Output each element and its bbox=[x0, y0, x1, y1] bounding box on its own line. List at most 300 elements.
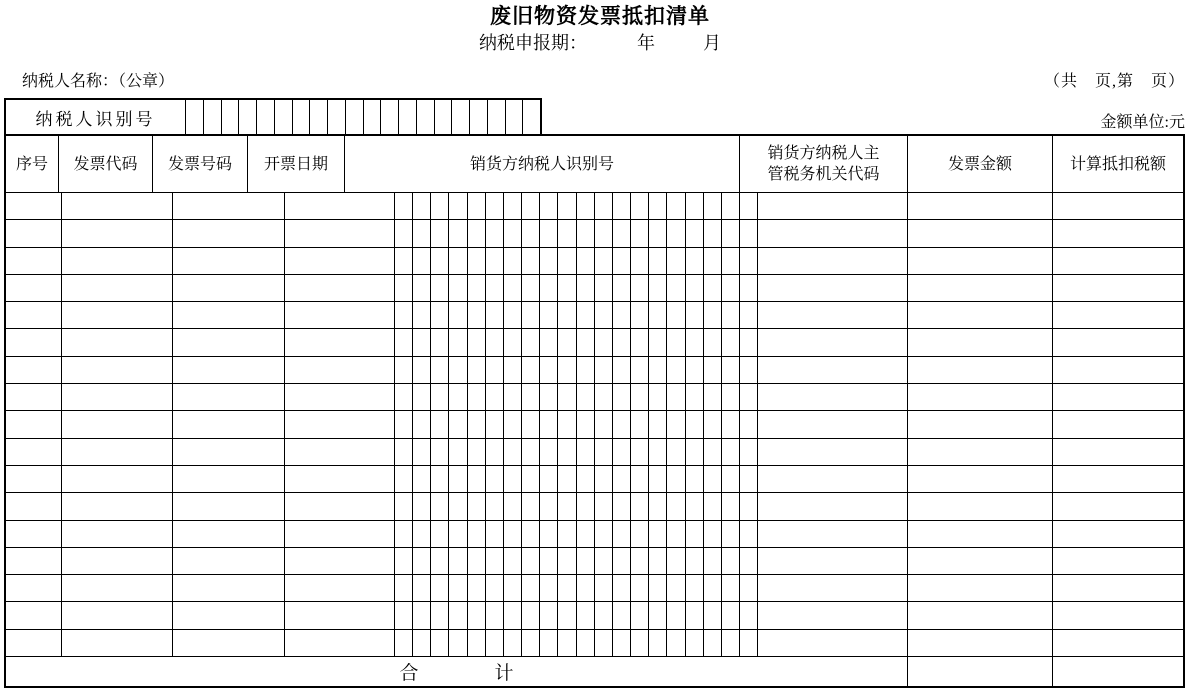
seller-id-digit-box bbox=[504, 411, 522, 437]
seller-id-digit-box bbox=[686, 575, 704, 601]
seller-id-digit-box bbox=[686, 630, 704, 656]
seller-id-digit-box bbox=[577, 357, 595, 383]
seller-id-digit-box bbox=[504, 439, 522, 465]
seller-id-digit-box bbox=[649, 630, 667, 656]
serial-cell bbox=[6, 193, 62, 219]
invoice-amount-cell bbox=[908, 575, 1053, 601]
seller-id-digit-box bbox=[577, 248, 595, 274]
seller-id-digit-box bbox=[577, 548, 595, 574]
invoice-code-cell bbox=[62, 575, 173, 601]
deduction-amount-cell bbox=[1053, 548, 1183, 574]
seller-id-digit-box bbox=[613, 275, 631, 301]
invoice-code-cell bbox=[62, 384, 173, 410]
seller-id-digit-box bbox=[540, 411, 558, 437]
seller-id-digit-box bbox=[740, 411, 757, 437]
invoice-number-cell bbox=[173, 630, 285, 656]
seller-id-digit-box bbox=[395, 493, 413, 519]
seller-id-digit-box bbox=[613, 548, 631, 574]
seller-id-digit-box bbox=[558, 220, 576, 246]
seller-id-digit-box bbox=[595, 220, 613, 246]
seller-id-digit-box bbox=[649, 411, 667, 437]
seller-id-digit-box bbox=[649, 275, 667, 301]
seller-id-digit-box bbox=[540, 548, 558, 574]
invoice-number-cell bbox=[173, 384, 285, 410]
seller-id-digit-box bbox=[740, 384, 757, 410]
seller-taxpayer-id-cell bbox=[395, 275, 758, 301]
seller-id-digit-box bbox=[486, 302, 504, 328]
seller-id-digit-box bbox=[704, 548, 722, 574]
seller-id-digit-box bbox=[558, 439, 576, 465]
seller-id-digit-box bbox=[667, 357, 685, 383]
invoice-number-cell bbox=[173, 521, 285, 547]
seller-id-digit-box bbox=[722, 302, 740, 328]
invoice-code-cell bbox=[62, 275, 173, 301]
seller-taxpayer-id-cell bbox=[395, 302, 758, 328]
seller-taxpayer-id-cell bbox=[395, 493, 758, 519]
taxpayer-id-digit-box bbox=[487, 100, 505, 134]
seller-id-digit-box bbox=[740, 357, 757, 383]
table-row bbox=[6, 193, 1183, 220]
seller-id-digit-box bbox=[577, 193, 595, 219]
seller-id-digit-box bbox=[704, 384, 722, 410]
seller-id-digit-box bbox=[595, 193, 613, 219]
seller-id-digit-box bbox=[540, 302, 558, 328]
seller-taxpayer-id-cell bbox=[395, 630, 758, 656]
seller-id-digit-box bbox=[631, 439, 649, 465]
seller-id-digit-box bbox=[704, 220, 722, 246]
seller-id-digit-box bbox=[686, 439, 704, 465]
seller-id-digit-box bbox=[613, 521, 631, 547]
deduction-amount-cell bbox=[1053, 275, 1183, 301]
seller-id-digit-box bbox=[740, 439, 757, 465]
taxpayer-id-digit-box bbox=[292, 100, 310, 134]
deduction-amount-cell bbox=[1053, 384, 1183, 410]
seller-id-digit-box bbox=[740, 630, 757, 656]
seller-id-digit-box bbox=[395, 329, 413, 355]
seller-id-digit-box bbox=[540, 493, 558, 519]
seller-id-digit-box bbox=[722, 630, 740, 656]
header-invoice-number: 发票号码 bbox=[153, 136, 248, 192]
seller-id-digit-box bbox=[649, 548, 667, 574]
deduction-amount-cell bbox=[1053, 220, 1183, 246]
tax-office-code-cell bbox=[758, 220, 908, 246]
seller-id-digit-box bbox=[413, 575, 431, 601]
seller-id-digit-box bbox=[667, 302, 685, 328]
seller-id-digit-box bbox=[468, 329, 486, 355]
seller-id-digit-box bbox=[740, 193, 757, 219]
seller-id-digit-box bbox=[631, 602, 649, 628]
seller-id-digit-box bbox=[504, 521, 522, 547]
tax-office-code-cell bbox=[758, 439, 908, 465]
tax-office-code-cell bbox=[758, 193, 908, 219]
seller-id-digit-box bbox=[558, 602, 576, 628]
seller-id-digit-box bbox=[649, 220, 667, 246]
seller-id-digit-box bbox=[613, 357, 631, 383]
seller-id-digit-box bbox=[595, 630, 613, 656]
seller-id-digit-box bbox=[540, 329, 558, 355]
table-row bbox=[6, 466, 1183, 493]
seller-id-digit-box bbox=[413, 193, 431, 219]
seller-id-digit-box bbox=[395, 384, 413, 410]
seller-id-digit-box bbox=[431, 493, 449, 519]
seller-id-digit-box bbox=[504, 275, 522, 301]
taxpayer-id-digit-box bbox=[238, 100, 256, 134]
seller-id-digit-box bbox=[449, 302, 467, 328]
serial-cell bbox=[6, 630, 62, 656]
seller-taxpayer-id-cell bbox=[395, 439, 758, 465]
seller-id-digit-box bbox=[468, 220, 486, 246]
seller-id-digit-box bbox=[722, 357, 740, 383]
seller-id-digit-box bbox=[504, 548, 522, 574]
seller-id-digit-box bbox=[468, 548, 486, 574]
seller-id-digit-box bbox=[577, 439, 595, 465]
seller-id-digit-box bbox=[540, 602, 558, 628]
seller-id-digit-box bbox=[631, 493, 649, 519]
seller-id-digit-box bbox=[468, 411, 486, 437]
seller-id-digit-box bbox=[395, 193, 413, 219]
tax-office-code-cell bbox=[758, 384, 908, 410]
seller-id-digit-box bbox=[649, 248, 667, 274]
header-deduction-amount: 计算抵扣税额 bbox=[1069, 155, 1166, 173]
seller-id-digit-box bbox=[667, 630, 685, 656]
seller-id-digit-box bbox=[395, 439, 413, 465]
header-invoice-date: 开票日期 bbox=[248, 136, 345, 192]
seller-id-digit-box bbox=[686, 521, 704, 547]
seller-id-digit-box bbox=[504, 384, 522, 410]
seller-id-digit-box bbox=[486, 575, 504, 601]
seller-id-digit-box bbox=[395, 521, 413, 547]
invoice-date-cell bbox=[285, 384, 395, 410]
invoice-amount-cell bbox=[908, 630, 1053, 656]
invoice-number-cell bbox=[173, 439, 285, 465]
tax-office-code-cell bbox=[758, 357, 908, 383]
seller-taxpayer-id-cell bbox=[395, 602, 758, 628]
seller-id-digit-box bbox=[413, 521, 431, 547]
seller-id-digit-box bbox=[413, 329, 431, 355]
seller-id-digit-box bbox=[631, 275, 649, 301]
seller-id-digit-box bbox=[522, 439, 540, 465]
filing-period-line bbox=[0, 30, 1200, 56]
seller-id-digit-box bbox=[395, 602, 413, 628]
tax-office-code-cell bbox=[758, 548, 908, 574]
table-header-row bbox=[6, 136, 1183, 193]
seller-id-digit-box bbox=[686, 357, 704, 383]
seller-id-digit-box bbox=[522, 602, 540, 628]
seller-id-digit-box bbox=[431, 521, 449, 547]
seller-id-digit-box bbox=[686, 220, 704, 246]
taxpayer-id-digit-box bbox=[398, 100, 416, 134]
invoice-number-cell bbox=[173, 248, 285, 274]
seller-id-digit-box bbox=[577, 329, 595, 355]
seller-id-digit-box bbox=[540, 193, 558, 219]
tax-office-code-cell bbox=[758, 575, 908, 601]
serial-cell bbox=[6, 575, 62, 601]
header-seller-taxpayer-id: 销货方纳税人识别号 bbox=[345, 136, 740, 192]
seller-id-digit-box bbox=[613, 220, 631, 246]
taxpayer-id-digit-box bbox=[522, 100, 540, 134]
seller-id-digit-box bbox=[667, 193, 685, 219]
seller-id-digit-box bbox=[468, 493, 486, 519]
invoice-date-cell bbox=[285, 602, 395, 628]
seller-id-digit-box bbox=[431, 357, 449, 383]
seller-id-digit-box bbox=[722, 521, 740, 547]
table-row bbox=[6, 575, 1183, 602]
seller-id-digit-box bbox=[667, 602, 685, 628]
seller-id-digit-box bbox=[395, 548, 413, 574]
tax-office-code-cell bbox=[758, 466, 908, 492]
tax-office-code-cell bbox=[758, 493, 908, 519]
deduction-amount-cell bbox=[1053, 439, 1183, 465]
seller-id-digit-box bbox=[704, 275, 722, 301]
invoice-number-cell bbox=[173, 302, 285, 328]
seller-id-digit-box bbox=[504, 302, 522, 328]
seller-id-digit-box bbox=[740, 602, 757, 628]
seller-id-digit-box bbox=[558, 193, 576, 219]
seller-id-digit-box bbox=[722, 193, 740, 219]
seller-id-digit-box bbox=[395, 575, 413, 601]
invoice-date-cell bbox=[285, 439, 395, 465]
seller-id-digit-box bbox=[413, 384, 431, 410]
seller-id-digit-box bbox=[468, 275, 486, 301]
seller-id-digit-box bbox=[486, 493, 504, 519]
invoice-code-cell bbox=[62, 548, 173, 574]
seller-id-digit-box bbox=[613, 575, 631, 601]
tax-office-code-cell bbox=[758, 602, 908, 628]
seller-id-digit-box bbox=[558, 357, 576, 383]
taxpayer-id-row bbox=[4, 98, 1185, 134]
seller-id-digit-box bbox=[486, 439, 504, 465]
seller-id-digit-box bbox=[413, 602, 431, 628]
month-label: 月 bbox=[703, 33, 721, 53]
invoice-number-cell bbox=[173, 493, 285, 519]
seller-id-digit-box bbox=[613, 248, 631, 274]
seller-id-digit-box bbox=[540, 575, 558, 601]
seller-id-digit-box bbox=[740, 220, 757, 246]
table-row bbox=[6, 439, 1183, 466]
invoice-number-cell bbox=[173, 193, 285, 219]
seller-id-digit-box bbox=[449, 602, 467, 628]
seller-id-digit-box bbox=[649, 439, 667, 465]
seller-id-digit-box bbox=[704, 575, 722, 601]
seller-id-digit-box bbox=[722, 411, 740, 437]
invoice-number-cell bbox=[173, 602, 285, 628]
invoice-date-cell bbox=[285, 575, 395, 601]
seller-id-digit-box bbox=[667, 575, 685, 601]
table-row bbox=[6, 275, 1183, 302]
form-title: 废旧物资发票抵扣清单 bbox=[490, 5, 710, 28]
seller-id-digit-box bbox=[522, 630, 540, 656]
invoice-date-cell bbox=[285, 493, 395, 519]
seller-id-digit-box bbox=[649, 493, 667, 519]
seller-id-digit-box bbox=[486, 602, 504, 628]
seller-id-digit-box bbox=[686, 248, 704, 274]
taxpayer-id-digit-box bbox=[256, 100, 274, 134]
seller-id-digit-box bbox=[667, 248, 685, 274]
seller-id-digit-box bbox=[486, 548, 504, 574]
seller-id-digit-box bbox=[704, 357, 722, 383]
deduction-amount-cell bbox=[1053, 302, 1183, 328]
invoice-amount-cell bbox=[908, 357, 1053, 383]
deduction-amount-cell bbox=[1053, 602, 1183, 628]
invoice-code-cell bbox=[62, 329, 173, 355]
seller-id-digit-box bbox=[431, 220, 449, 246]
taxpayer-id-digit-box bbox=[309, 100, 327, 134]
seller-id-digit-box bbox=[722, 575, 740, 601]
invoice-code-cell bbox=[62, 302, 173, 328]
seller-id-digit-box bbox=[704, 630, 722, 656]
invoice-date-cell bbox=[285, 329, 395, 355]
seller-id-digit-box bbox=[540, 521, 558, 547]
seller-id-digit-box bbox=[613, 602, 631, 628]
seller-id-digit-box bbox=[613, 302, 631, 328]
serial-cell bbox=[6, 275, 62, 301]
taxpayer-id-digit-box bbox=[185, 100, 203, 134]
seller-id-digit-box bbox=[722, 439, 740, 465]
invoice-code-cell bbox=[62, 248, 173, 274]
seller-id-digit-box bbox=[686, 329, 704, 355]
seller-id-digit-box bbox=[522, 411, 540, 437]
deduction-amount-cell bbox=[1053, 248, 1183, 274]
seller-id-digit-box bbox=[504, 193, 522, 219]
seller-id-digit-box bbox=[504, 220, 522, 246]
seller-id-digit-box bbox=[540, 439, 558, 465]
deduction-amount-cell bbox=[1053, 630, 1183, 656]
seller-id-digit-box bbox=[540, 357, 558, 383]
seller-id-digit-box bbox=[522, 275, 540, 301]
seller-id-digit-box bbox=[686, 548, 704, 574]
seller-id-digit-box bbox=[468, 384, 486, 410]
header-invoice-amount: 发票金额 bbox=[908, 136, 1053, 192]
seller-id-digit-box bbox=[558, 548, 576, 574]
taxpayer-id-box bbox=[4, 98, 542, 134]
seller-id-digit-box bbox=[431, 275, 449, 301]
seller-id-digit-box bbox=[613, 466, 631, 492]
seller-id-digit-box bbox=[449, 329, 467, 355]
seller-id-digit-box bbox=[468, 575, 486, 601]
seller-id-digit-box bbox=[449, 521, 467, 547]
seller-id-digit-box bbox=[631, 411, 649, 437]
taxpayer-id-digit-box bbox=[380, 100, 398, 134]
seller-id-digit-box bbox=[667, 466, 685, 492]
seller-id-digit-box bbox=[577, 630, 595, 656]
invoice-number-cell bbox=[173, 275, 285, 301]
seller-id-digit-box bbox=[613, 439, 631, 465]
invoice-date-cell bbox=[285, 466, 395, 492]
seller-id-digit-box bbox=[667, 411, 685, 437]
seller-id-digit-box bbox=[667, 439, 685, 465]
table-body bbox=[6, 193, 1183, 657]
invoice-amount-cell bbox=[908, 220, 1053, 246]
seller-id-digit-box bbox=[613, 493, 631, 519]
serial-cell bbox=[6, 329, 62, 355]
seller-id-digit-box bbox=[667, 275, 685, 301]
table-row bbox=[6, 602, 1183, 629]
seller-id-digit-box bbox=[613, 329, 631, 355]
seller-id-digit-box bbox=[740, 248, 757, 274]
seller-id-digit-box bbox=[631, 193, 649, 219]
header-invoice-code: 发票代码 bbox=[59, 136, 153, 192]
seller-id-digit-box bbox=[486, 466, 504, 492]
table-row bbox=[6, 411, 1183, 438]
seller-id-digit-box bbox=[413, 357, 431, 383]
seller-id-digit-box bbox=[649, 357, 667, 383]
serial-cell bbox=[6, 248, 62, 274]
total-invoice-amount-cell bbox=[908, 657, 1053, 686]
taxpayer-id-digit-box bbox=[434, 100, 452, 134]
seller-id-digit-box bbox=[686, 493, 704, 519]
seller-id-digit-box bbox=[449, 439, 467, 465]
seller-id-digit-box bbox=[522, 248, 540, 274]
seller-id-digit-box bbox=[413, 466, 431, 492]
invoice-table bbox=[4, 134, 1185, 688]
taxpayer-id-label: 纳税人识别号 bbox=[35, 109, 156, 129]
total-deduction-amount-cell bbox=[1053, 657, 1183, 686]
seller-id-digit-box bbox=[431, 466, 449, 492]
tax-office-code-cell bbox=[758, 248, 908, 274]
seller-id-digit-box bbox=[704, 411, 722, 437]
seller-id-digit-box bbox=[486, 220, 504, 246]
seller-id-digit-box bbox=[667, 521, 685, 547]
seller-id-digit-box bbox=[431, 575, 449, 601]
seller-id-digit-box bbox=[522, 302, 540, 328]
seller-id-digit-box bbox=[504, 493, 522, 519]
seller-id-digit-box bbox=[704, 329, 722, 355]
seller-id-digit-box bbox=[395, 302, 413, 328]
seller-id-digit-box bbox=[431, 602, 449, 628]
seller-id-digit-box bbox=[558, 275, 576, 301]
seller-id-digit-box bbox=[595, 357, 613, 383]
seller-id-digit-box bbox=[413, 493, 431, 519]
seller-id-digit-box bbox=[558, 302, 576, 328]
seller-id-digit-box bbox=[431, 384, 449, 410]
seller-id-digit-box bbox=[595, 248, 613, 274]
table-row bbox=[6, 630, 1183, 657]
seller-id-digit-box bbox=[667, 329, 685, 355]
seller-id-digit-box bbox=[431, 548, 449, 574]
info-row bbox=[0, 68, 1200, 93]
seller-taxpayer-id-cell bbox=[395, 411, 758, 437]
seller-id-digit-box bbox=[613, 411, 631, 437]
invoice-number-cell bbox=[173, 329, 285, 355]
invoice-amount-cell bbox=[908, 329, 1053, 355]
seller-id-digit-box bbox=[431, 439, 449, 465]
seller-id-digit-box bbox=[649, 575, 667, 601]
seller-id-digit-box bbox=[577, 521, 595, 547]
serial-cell bbox=[6, 302, 62, 328]
seller-id-digit-box bbox=[540, 248, 558, 274]
seller-id-digit-box bbox=[468, 357, 486, 383]
seller-id-digit-box bbox=[595, 548, 613, 574]
seller-id-digit-box bbox=[631, 521, 649, 547]
table-row bbox=[6, 493, 1183, 520]
seller-id-digit-box bbox=[595, 466, 613, 492]
seller-taxpayer-id-cell bbox=[395, 248, 758, 274]
seller-id-digit-box bbox=[413, 548, 431, 574]
seller-id-digit-box bbox=[449, 275, 467, 301]
invoice-number-cell bbox=[173, 357, 285, 383]
invoice-code-cell bbox=[62, 411, 173, 437]
deduction-amount-cell bbox=[1053, 575, 1183, 601]
taxpayer-id-digit-box bbox=[274, 100, 292, 134]
seller-id-digit-box bbox=[631, 630, 649, 656]
seller-id-digit-box bbox=[649, 384, 667, 410]
seller-id-digit-box bbox=[595, 384, 613, 410]
seller-id-digit-box bbox=[704, 193, 722, 219]
seller-id-digit-box bbox=[558, 466, 576, 492]
seller-id-digit-box bbox=[413, 630, 431, 656]
seller-id-digit-box bbox=[486, 521, 504, 547]
table-row bbox=[6, 384, 1183, 411]
